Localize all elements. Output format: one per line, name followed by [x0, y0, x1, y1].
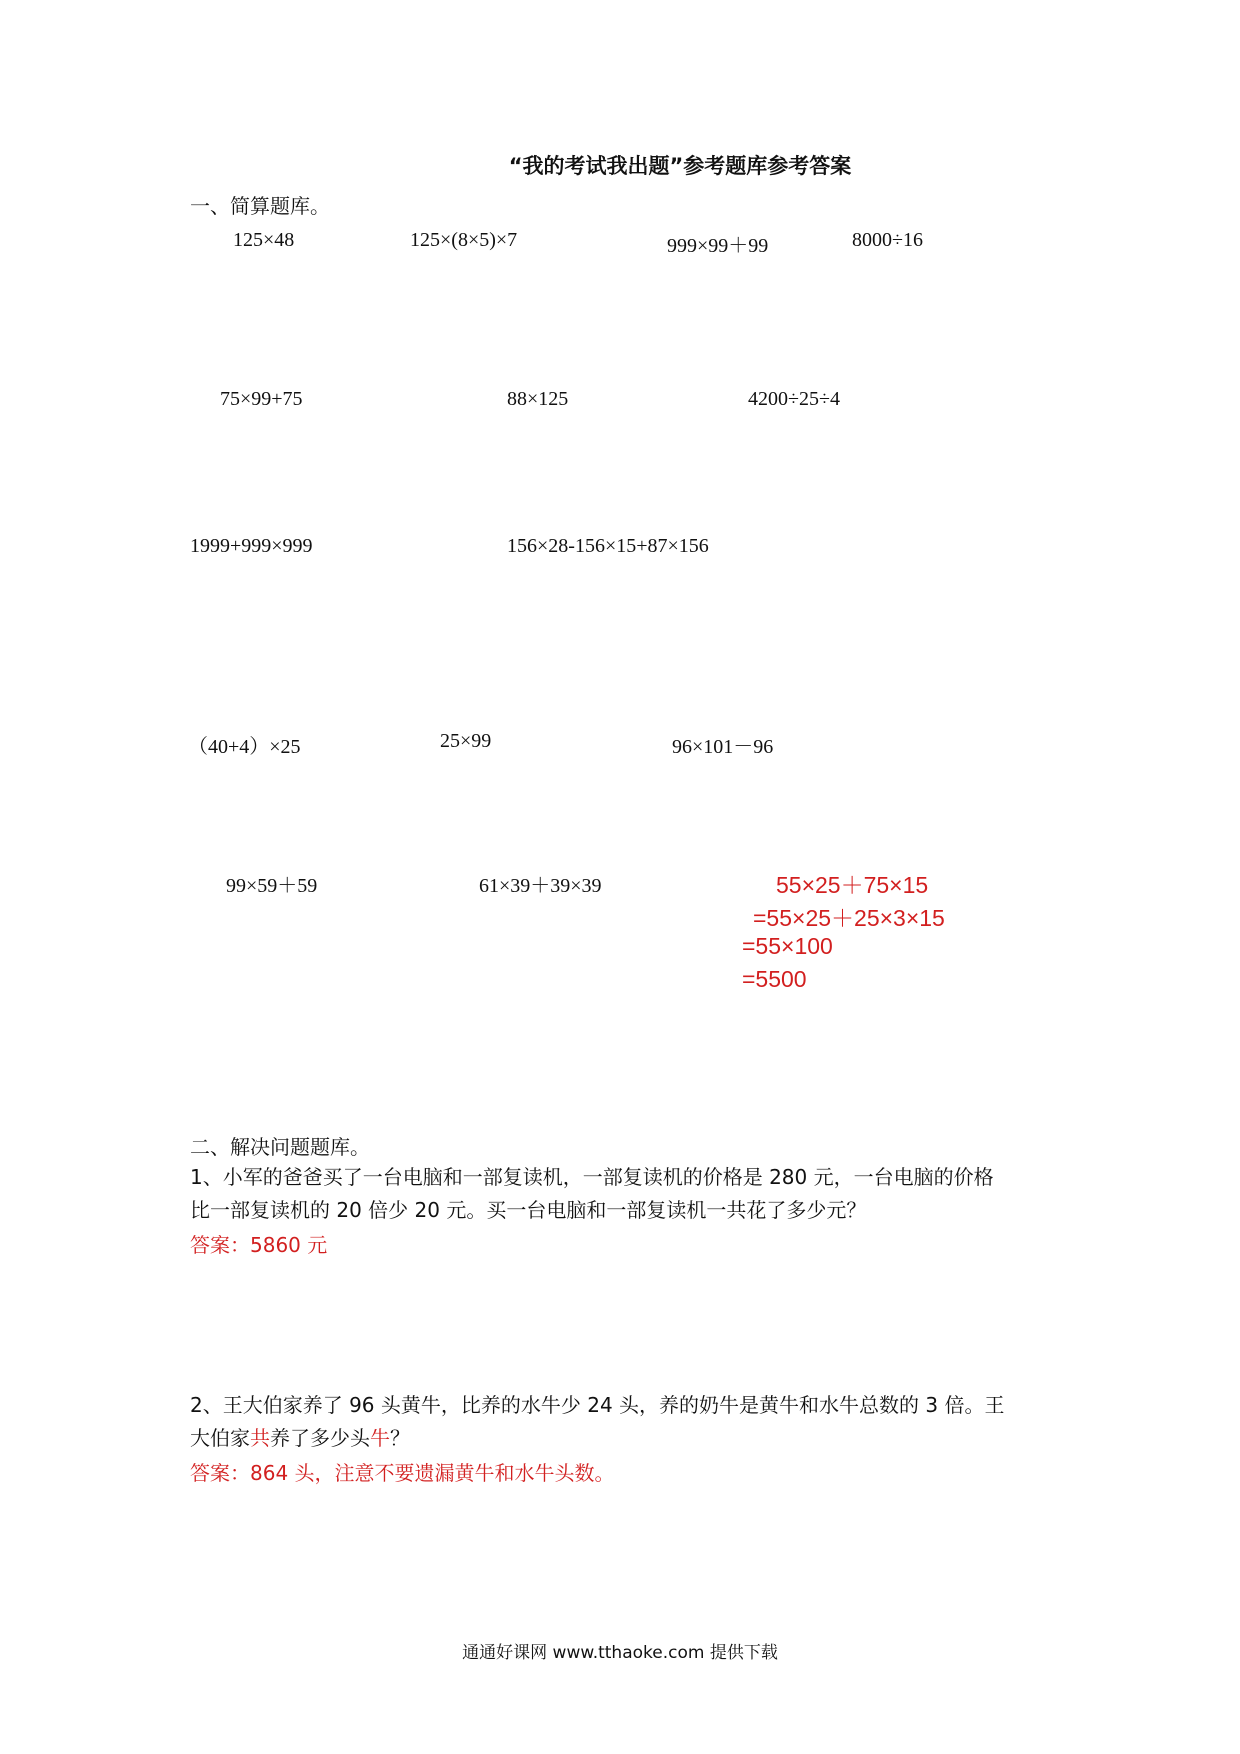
expression: 99×59＋59 [226, 875, 318, 897]
worked-solution-line: 55×25＋75×15 [776, 872, 929, 898]
worked-solution-line: =5500 [742, 966, 807, 992]
problem-2-text: 大伯家 [190, 1426, 250, 1450]
worked-solution-line: =55×100 [742, 933, 833, 959]
problem-2-line-1: 2、王大伯家养了 96 头黄牛，比养的水牛少 24 头，养的奶牛是黄牛和水牛总数的 3 倍。王 [190, 1393, 1005, 1417]
problem-2-line-2 [190, 1422, 410, 1455]
expression: 156×28-156×15+87×156 [507, 535, 709, 557]
expression: 75×99+75 [220, 388, 303, 410]
footer-source: 通通好课网 www.tthaoke.com 提供下载 [462, 1643, 778, 1663]
problem-1-line-1: 1、小军的爸爸买了一台电脑和一部复读机，一部复读机的价格是 280 元，一台电脑的价格 [190, 1165, 994, 1189]
worked-solution-line: =55×25＋25×3×15 [753, 905, 945, 931]
expression: 4200÷25÷4 [748, 388, 840, 410]
expression: 999×99＋99 [667, 235, 769, 257]
expression: 8000÷16 [852, 229, 923, 251]
expression: （40+4）×25 [188, 736, 301, 758]
section2-heading: 二、解决问题题库。 [190, 1135, 370, 1159]
section1-heading: 一、简算题库。 [190, 194, 330, 218]
expression: 88×125 [507, 388, 569, 410]
expression: 96×101－96 [672, 736, 774, 758]
problem-2-highlight: 牛 [370, 1426, 390, 1450]
expression: 125×(8×5)×7 [410, 229, 518, 251]
problem-2-highlight: 共 [250, 1426, 270, 1450]
expression: 1999+999×999 [190, 535, 313, 557]
problem-2-answer: 答案：864 头，注意不要遗漏黄牛和水牛头数。 [190, 1461, 615, 1485]
problem-1-answer: 答案：5860 元 [190, 1233, 328, 1257]
document-title: “我的考试我出题”参考题库参考答案 [508, 154, 852, 178]
expression: 61×39＋39×39 [479, 875, 602, 897]
expression: 125×48 [233, 229, 295, 251]
problem-2-text: 养了多少头 [270, 1426, 370, 1450]
problem-1-line-2: 比一部复读机的 20 倍少 20 元。买一台电脑和一部复读机一共花了多少元？ [190, 1198, 867, 1222]
expression: 25×99 [440, 730, 492, 752]
problem-2-text: ？ [390, 1426, 410, 1450]
